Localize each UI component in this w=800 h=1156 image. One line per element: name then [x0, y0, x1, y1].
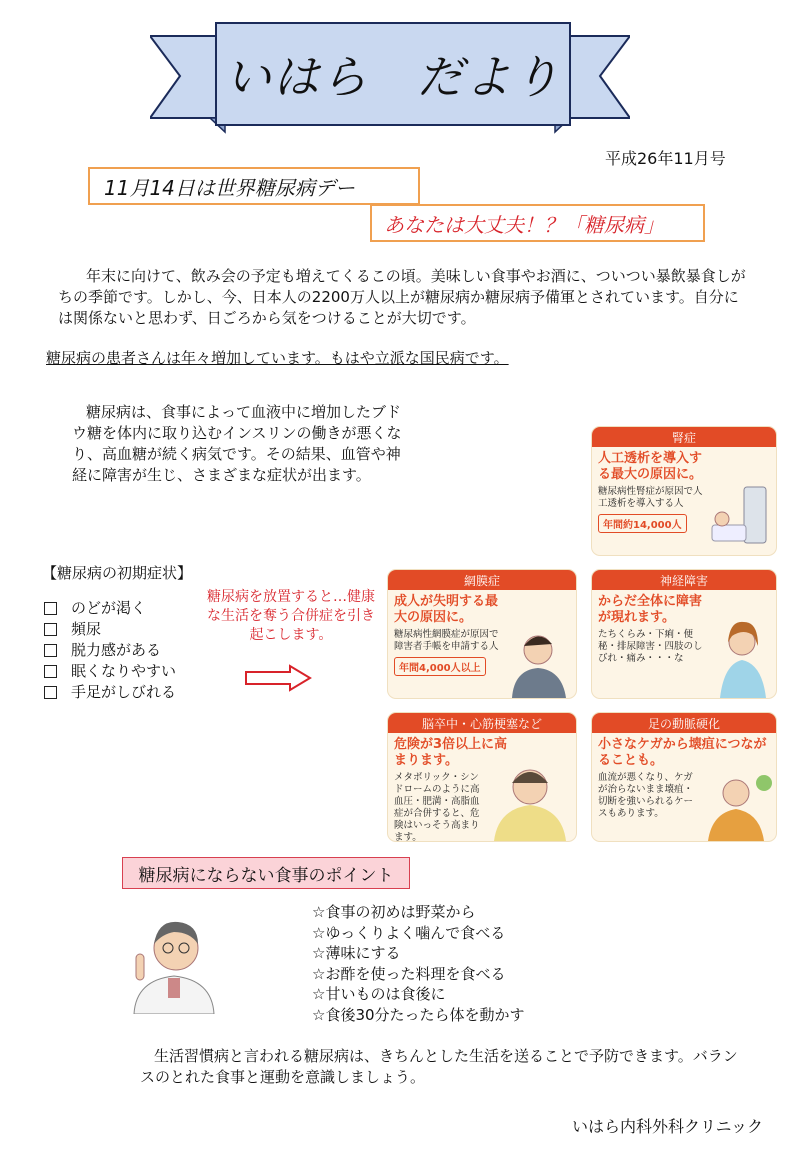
- symptom-item: 眠くなりやすい: [44, 661, 176, 682]
- explanation-paragraph: 糖尿病は、食事によって血液中に増加したブドウ糖を体内に取り込むインスリンの働きが悪くなり、高血糖が続く病気です。その結果、血管や神経に障害が生じ、さまざまな症状が出ます。: [72, 403, 402, 484]
- checkbox-icon: [44, 602, 57, 615]
- right-arrow-icon: [244, 664, 314, 692]
- card-headline: からだ全体に障害が現れます。: [598, 594, 703, 625]
- diet-point: ☆お酢を使った料理を食べる: [312, 964, 506, 983]
- symptom-list: [44, 598, 176, 703]
- card-neuropathy: [592, 570, 776, 698]
- symptom-item: のどが渇く: [44, 598, 176, 619]
- issue-date: 平成26年11月号: [605, 149, 726, 168]
- card-nephropathy: [592, 427, 776, 555]
- card-detail: たちくらみ・下痢・便秘・排尿障害・四肢のしびれ・痛み・・・な: [598, 629, 703, 664]
- doctor-illustration: [128, 910, 220, 1014]
- card-peripheral-artery: [592, 713, 776, 841]
- dialysis-illustration: [708, 479, 770, 549]
- card-title: 網膜症: [388, 570, 576, 590]
- national-disease-line: 糖尿病の患者さんは年々増加しています。もはや立派な国民病です。: [46, 349, 509, 367]
- card-badge: 年間4,000人以上: [394, 657, 486, 676]
- diet-points-title: 糖尿病にならない食事のポイント: [122, 857, 410, 889]
- diet-points-list: [312, 902, 525, 1025]
- card-detail: 糖尿病性腎症が原因で人工透析を導入する人: [598, 486, 703, 509]
- clinic-name: いはら内科外科クリニック: [572, 1117, 764, 1136]
- card-detail: 血流が悪くなり、ケガが治らないまま壊疽・切断を強いられるケースもあります。: [598, 772, 694, 819]
- symptom-item: 手足がしびれる: [44, 682, 176, 703]
- closing-paragraph: 生活習慣病と言われる糖尿病は、きちんとした生活を送ることで予防できます。バランスのとれた食事と運動を意識しましょう。: [140, 1047, 738, 1086]
- newsletter-title: いはら だより: [215, 22, 571, 126]
- man-chest-pain-illustration: [488, 755, 572, 841]
- card-detail: 糖尿病性網膜症が原因で障害者手帳を申請する人: [394, 629, 499, 652]
- symptoms-title: 【糖尿病の初期症状】: [42, 564, 193, 582]
- card-stroke-heart-attack: [388, 713, 576, 841]
- card-headline: 危険が3倍以上に高まります。: [394, 737, 508, 768]
- elderly-man-illustration: [700, 767, 774, 841]
- card-title: 神経障害: [592, 570, 776, 590]
- checkbox-icon: [44, 686, 57, 699]
- diet-point: ☆甘いものは食後に: [312, 985, 446, 1003]
- card-headline: 人工透析を導入する最大の原因に。: [598, 451, 703, 482]
- card-title: 脳卒中・心筋梗塞など: [388, 713, 576, 733]
- card-retinopathy: [388, 570, 576, 698]
- checkbox-icon: [44, 623, 57, 636]
- diet-point: ☆食後30分たったら体を動かす: [312, 1005, 525, 1024]
- diet-point: ☆食事の初めは野菜から: [312, 903, 476, 921]
- woman-illustration: [710, 606, 774, 698]
- checkbox-icon: [44, 665, 57, 678]
- world-diabetes-day-headline: 11月14日は世界糖尿病デー: [88, 167, 420, 205]
- card-badge: 年間約14,000人: [598, 514, 687, 533]
- diet-point: ☆ゆっくりよく噛んで食べる: [312, 923, 506, 942]
- man-rubbing-eyes-illustration: [504, 620, 572, 698]
- intro-paragraph: 年末に向けて、飲み会の予定も増えてくるこの頃。美味しい食事やお酒に、ついつい暴飲暴食しがちの季節です。しかし、今、日本人の2200万人以上が糖尿病か糖尿病予備軍とされています。自分には関係ないと思わず、日ごろから気をつけることが大切です。: [58, 267, 746, 327]
- are-you-ok-headline: あなたは大丈夫！？「糖尿病」: [370, 204, 705, 242]
- card-detail: メタボリック・シンドロームのように高血圧・肥満・高脂血症が合併すると、危険はいっそう高まります。: [394, 772, 480, 841]
- diet-point: ☆薄味にする: [312, 944, 401, 962]
- card-title: 腎症: [592, 427, 776, 447]
- card-title: 足の動脈硬化: [592, 713, 776, 733]
- card-headline: 小さなケガから壊疽につながることも。: [598, 737, 767, 768]
- symptom-item: 脱力感がある: [44, 640, 176, 661]
- checkbox-icon: [44, 644, 57, 657]
- card-headline: 成人が失明する最大の原因に。: [394, 594, 499, 625]
- warning-text: 糖尿病を放置すると…健康な生活を奪う合併症を引き起こします。: [207, 589, 375, 643]
- symptom-item: 頻尿: [44, 619, 176, 640]
